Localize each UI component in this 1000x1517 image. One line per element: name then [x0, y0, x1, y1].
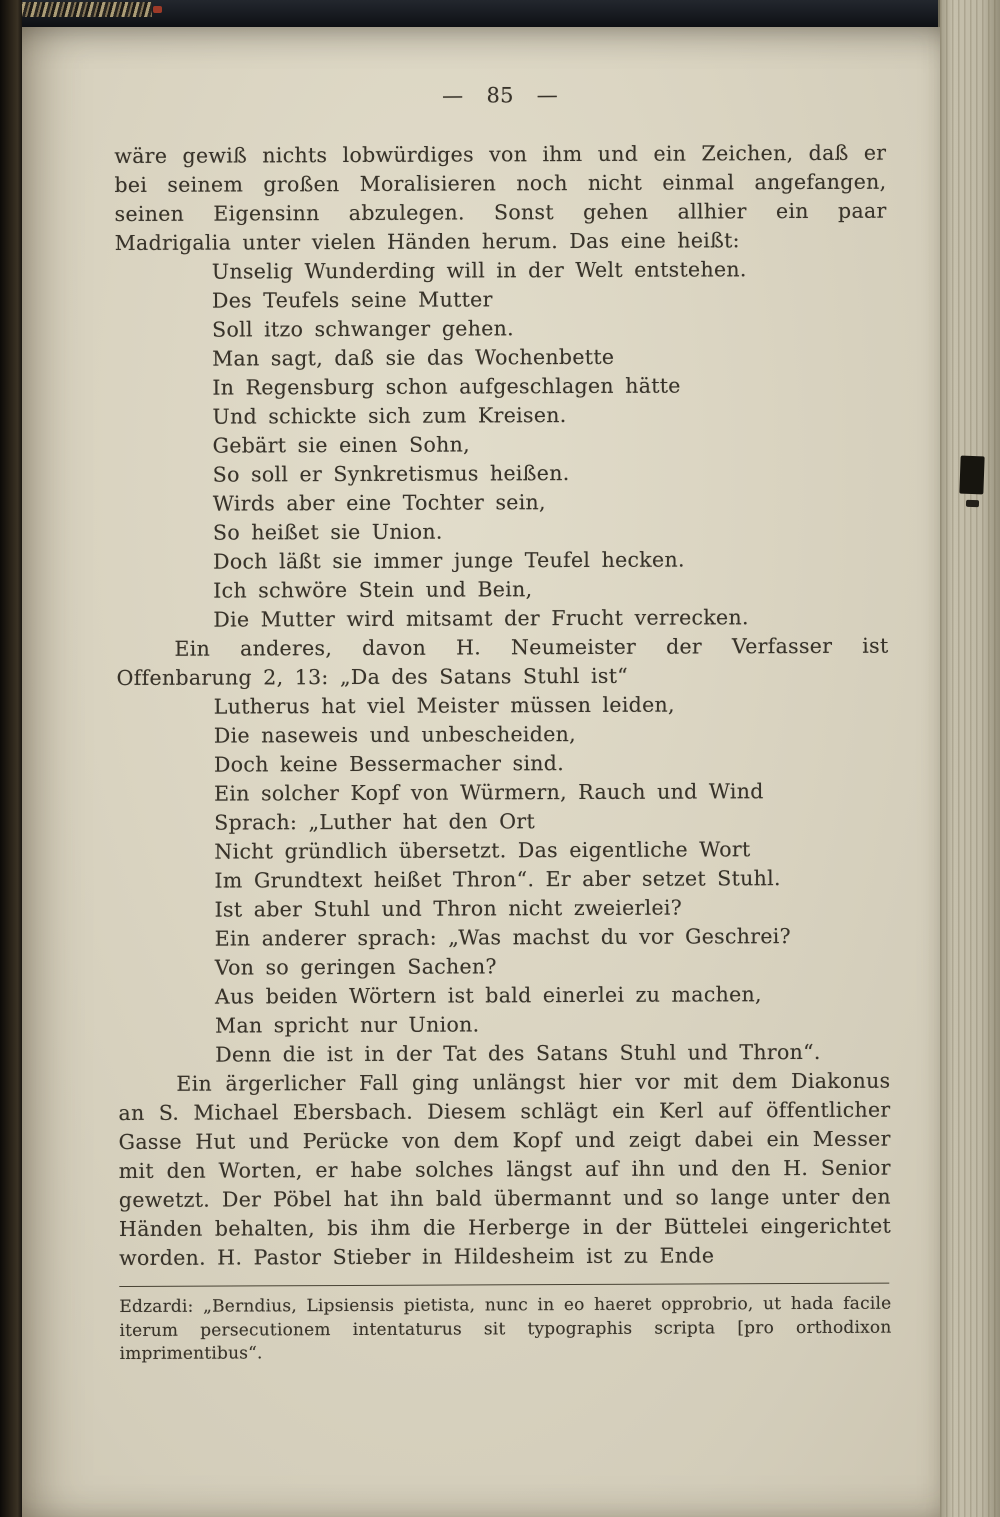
verse-line: Doch läßt sie immer junge Teufel hecken.: [213, 547, 685, 574]
verse-line: Man spricht nur Union.: [215, 1012, 480, 1038]
verse-line: Die Mutter wird mitsamt der Frucht verrecken.: [213, 605, 749, 632]
verse-line: Im Grundtext heißet Thron“. Er aber setzet Stuhl.: [214, 866, 781, 893]
verse-line: Und schickte sich zum Kreisen.: [212, 403, 567, 429]
verse-line: Wirds aber eine Tochter sein,: [212, 490, 546, 516]
verse-line: Ich schwöre Stein und Bein,: [213, 577, 533, 603]
verse-line: Die naseweis und unbescheiden,: [213, 721, 576, 748]
verse-line: Von so geringen Sachen?: [214, 954, 497, 980]
verse-line: Des Teufels seine Mutter: [211, 287, 493, 313]
book-page: [22, 27, 940, 1517]
footnote: Edzardi: „Berndius, Lipsiensis pietista, nunc in eo haeret opprobrio, ut hada facile iterum persecutionem intentaturus sit typographis scripta [pro orthodixon imprimentibus“.: [119, 1293, 892, 1364]
book-spine-edge: [0, 0, 22, 1517]
body-paragraph-3: Ein ärgerlicher Fall ging unlängst hier vor mit dem Diakonus an S. Michael Ebersbach. Diesem schlägt ein Kerl auf öffentlicher Gasse Hut und Perücke von dem Kopf und zeigt dabei ein Messer mit den Worten, er habe solches längst auf ihn und den H. Senior gewetzt. Der Pöbel hat ihn bald übermannt und so lange unter den Händen behalten, bis ihm die Herberge in der Büttelei eingerichtet worden. H. Pastor Stieber in Hildesheim ist zu Ende: [118, 1068, 892, 1270]
page-number: — 85 —: [442, 83, 559, 108]
body-paragraph-2: Ein anderes, davon H. Neumeister der Verfasser ist Offenbarung 2, 13: „Da des Satans Stuhl ist“: [116, 633, 889, 690]
verse-line: Ist aber Stuhl und Thron nicht zweierlei?: [214, 895, 683, 922]
verse-line: Ein anderer sprach: „Was machst du vor Geschrei?: [214, 924, 791, 951]
verse-line: Doch keine Bessermacher sind.: [213, 751, 565, 777]
ink-mark: [959, 456, 984, 495]
footnote-block: [119, 1283, 891, 1367]
cover-ornament: [0, 2, 152, 17]
verse-line: So heißet sie Union.: [212, 519, 443, 545]
footnote-separator: [119, 1283, 889, 1287]
verse-line: Unselig Wunderding will in der Welt entstehen.: [211, 257, 747, 284]
verse-block-1: [115, 255, 889, 635]
verse-line: So soll er Synkretismus heißen.: [212, 461, 570, 487]
page-content: [114, 74, 892, 1367]
verse-line: Gebärt sie einen Sohn,: [212, 432, 470, 458]
ink-mark-small: [966, 500, 979, 507]
verse-line: Man sagt, daß sie das Wochenbette: [212, 344, 615, 371]
verse-block-2: [117, 690, 891, 1070]
verse-line: Denn die ist in der Tat des Satans Stuhl und Thron“.: [215, 1039, 821, 1067]
book-cover-edge: [0, 0, 1000, 28]
verse-line: Nicht gründlich übersetzt. Das eigentliche Wort: [214, 837, 751, 864]
page-stack-edge: [938, 0, 1000, 1517]
verse-line: In Regensburg schon aufgeschlagen hätte: [212, 373, 681, 400]
verse-line: Sprach: „Luther hat den Ort: [214, 809, 536, 835]
body-paragraph-1: wäre gewiß nichts lobwürdiges von ihm und ein Zeichen, daß er bei seinem großen Moralisieren noch nicht einmal angefangen, seinen Eigensinn abzulegen. Sonst gehen allhier ein paar Madrigalia unter vielen Händen herum. Das eine heißt:: [114, 140, 887, 255]
verse-line: Lutherus hat viel Meister müssen leiden,: [213, 692, 675, 719]
red-mark: [153, 6, 162, 13]
verse-line: Soll itzo schwanger gehen.: [212, 316, 514, 342]
verse-line: Ein solcher Kopf von Würmern, Rauch und Wind: [214, 779, 764, 806]
verse-line: Aus beiden Wörtern ist bald einerlei zu machen,: [214, 982, 762, 1009]
